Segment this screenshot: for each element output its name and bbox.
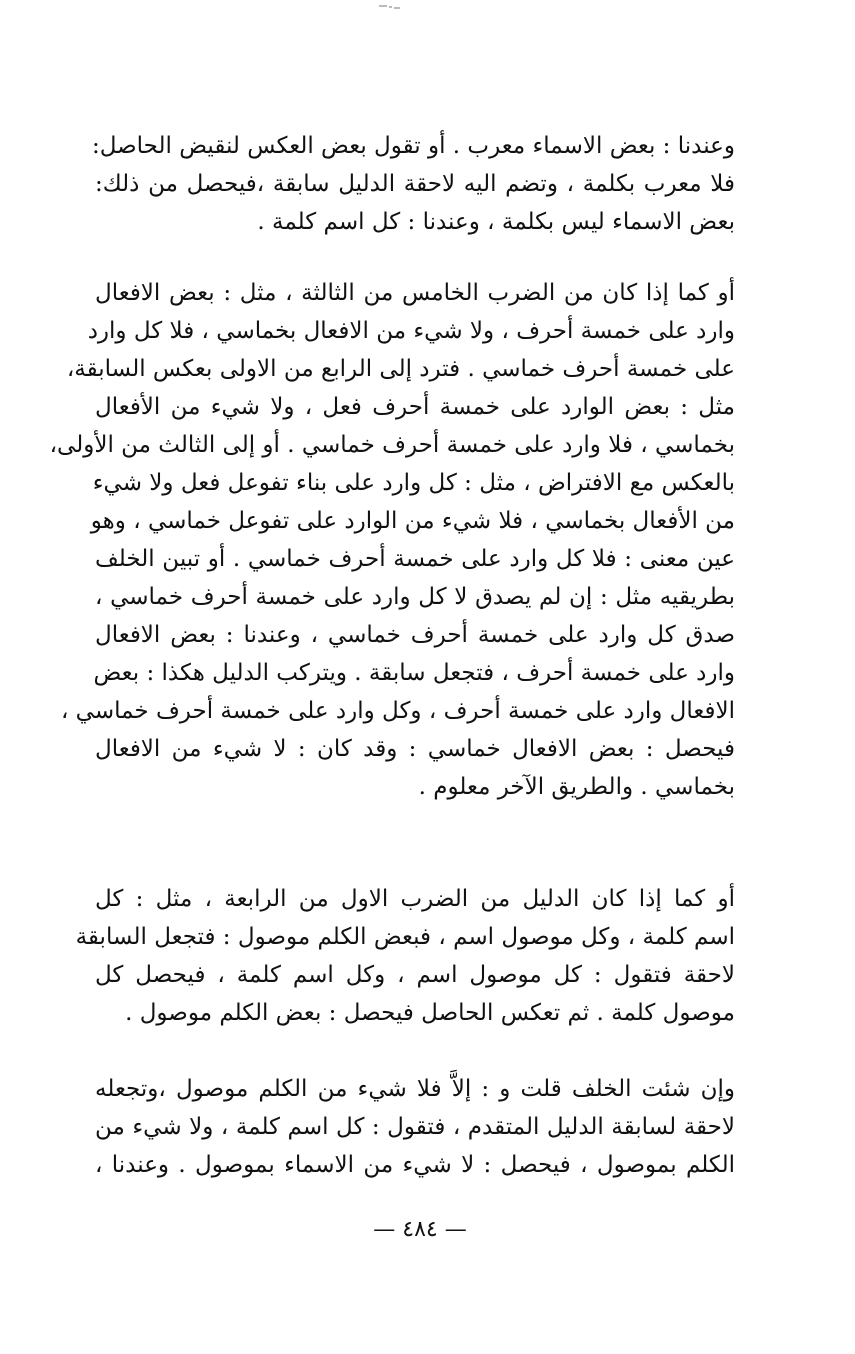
text-line: وارد على خمسة أحرف ، فتجعل سابقة . ويتركب الدليل هكذا : بعض [93, 660, 735, 686]
text-line: فيحصل : بعض الافعال خماسي : وقد كان : لا شيء من الافعال [95, 736, 735, 762]
text-line: بخماسي . والطريق الآخر معلوم . [418, 774, 735, 800]
text-line: لاحقة فتقول : كل موصول اسم ، وكل اسم كلمة ، فيحصل كل [95, 962, 735, 988]
text-line: أو كما إذا كان من الضرب الخامس من الثالثة ، مثل : بعض الافعال [95, 280, 735, 306]
text-line: الكلم بموصول ، فيحصل : لا شيء من الاسماء بموصول . وعندنا ، [95, 1152, 735, 1178]
paragraph-1 [91, 127, 735, 241]
text-line: أو كما إذا كان الدليل من الضرب الاول من الرابعة ، مثل : كل [95, 886, 735, 912]
text-line: مثل : بعض الوارد على خمسة أحرف فعل ، ولا شيء من الأفعال [95, 394, 735, 420]
text-line: وعندنا : بعض الاسماء معرب . أو تقول بعض العكس لنقيض الحاصل: [91, 133, 735, 159]
text-line: موصول كلمة . ثم تعكس الحاصل فيحصل : بعض الكلم موصول . [125, 1000, 735, 1026]
text-line: بطريقيه مثل : إن لم يصدق لا كل وارد على خمسة أحرف خماسي ، [95, 584, 735, 610]
paragraph-4 [95, 1070, 735, 1184]
text-line: على خمسة أحرف خماسي . فترد إلى الرابع من الاولى بعكس السابقة، [66, 356, 735, 382]
text-line: بالعكس مع الافتراض ، مثل : كل وارد على بناء تفوعل فعل ولا شيء [92, 470, 735, 496]
page-number: — ٤٨٤ — [373, 1217, 467, 1242]
text-line: وإن شئت الخلف قلت و : إلاَّ فلا شيء من الكلم موصول ،وتجعله [95, 1076, 735, 1102]
text-line: فلا معرب بكلمة ، وتضم اليه لاحقة الدليل سابقة ،فيحصل من ذلك: [95, 171, 735, 197]
text-line: بخماسي ، فلا وارد على خمسة أحرف خماسي . أو إلى الثالث من الأولى، [49, 432, 735, 458]
paragraph-2 [49, 274, 735, 806]
print-speck-mark [378, 4, 402, 10]
text-line: عين معنى : فلا كل وارد على خمسة أحرف خماسي . أو تبين الخلف [95, 546, 735, 572]
text-line: وارد على خمسة أحرف ، ولا شيء من الافعال بخماسي ، فلا كل وارد [87, 318, 735, 344]
paragraph-3 [75, 880, 735, 1032]
text-line: لاحقة لسابقة الدليل المتقدم ، فتقول : كل اسم كلمة ، ولا شيء من [95, 1114, 735, 1140]
text-line: الافعال وارد على خمسة أحرف ، وكل وارد على خمسة أحرف خماسي ، [60, 698, 735, 724]
text-line: بعض الاسماء ليس بكلمة ، وعندنا : كل اسم كلمة . [257, 209, 735, 235]
text-line: من الأفعال بخماسي ، فلا شيء من الوارد على تفوعل خماسي ، وهو [90, 508, 735, 534]
text-line: اسم كلمة ، وكل موصول اسم ، فبعض الكلم موصول : فتجعل السابقة [75, 924, 735, 950]
text-line: صدق كل وارد على خمسة أحرف خماسي ، وعندنا : بعض الافعال [95, 622, 735, 648]
